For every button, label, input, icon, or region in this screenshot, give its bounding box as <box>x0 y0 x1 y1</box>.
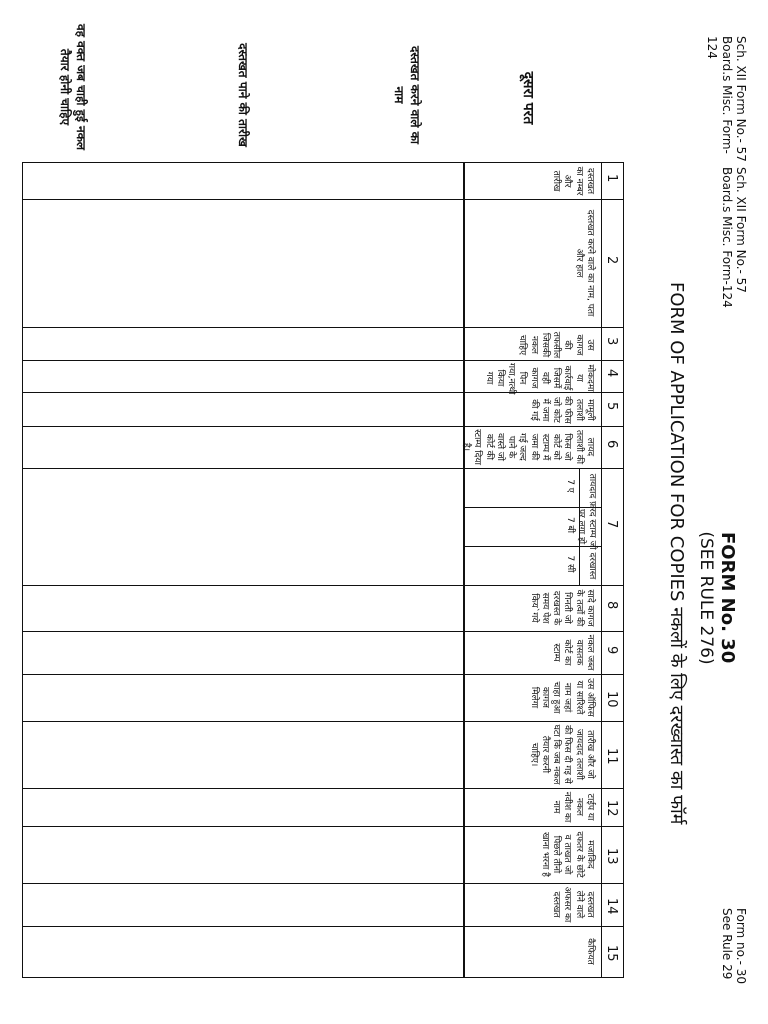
row-number: 2 <box>604 256 619 265</box>
row-label: दस्तखत का नम्बर और तारीख <box>551 166 595 196</box>
board-form-right-cont: 124 <box>705 36 719 59</box>
row-label: टाईप या नकल नवीश का नाम <box>551 791 595 823</box>
row-label: लायद तलाशी की फिस जो कोर्ट को स्टाम्प में जमा की गई जल्द पाने के वास्ते जो कोर्ट की स्टाम्प दिया है। <box>461 429 595 465</box>
form-subtitle: (SEE RULE 276) <box>696 531 716 665</box>
row-separator <box>23 199 623 200</box>
see-rule-bottom: See Rule 29 <box>720 908 734 980</box>
row-label: मामूली तलाशी की फीस जो कोट में जमा की गई <box>528 396 595 424</box>
row-number: 1 <box>604 174 619 183</box>
number-column-divider <box>601 163 602 977</box>
row-label: नकल जब्त वासतक कोर्ट का स्टाम्प <box>551 634 595 671</box>
row-number: 11 <box>604 747 619 765</box>
row-separator <box>23 883 623 884</box>
row-number: 7 <box>604 519 619 528</box>
row-separator <box>23 468 623 469</box>
row-number: 10 <box>604 690 619 708</box>
row-separator <box>23 926 623 927</box>
label-column-divider <box>463 163 465 977</box>
row-label: उस कागज की तफसील जिसकी नकल चाहिए <box>517 331 595 359</box>
row-separator <box>23 327 623 328</box>
row-number: 3 <box>604 336 619 345</box>
row-label: सादे कागज के तत्वों की गिनती जो दरखस्त के समय पेश किय`गये <box>528 589 595 627</box>
row-separator <box>23 631 623 632</box>
board-form-right: Board.s Misc. Form- <box>720 36 734 154</box>
row-number: 15 <box>604 944 619 962</box>
second-side-heading: दूसरा परत <box>520 71 536 125</box>
row-number: 12 <box>604 800 619 817</box>
board-form-inner: Board.s Misc. Form-124 <box>720 167 734 308</box>
copy-ready-time-label: वह वक्त जब चाही हुई नकल तैयार होनी चाहिए <box>58 23 88 151</box>
row-label: दस्तखत लेने वाले अफसर का दस्तखत <box>551 886 595 923</box>
row-separator <box>23 426 623 427</box>
row7-label: तायदाद फ़रद स्टाम्प जो दरखास्त पर लगा हो <box>575 473 597 580</box>
row7-subcolumn-label: 7 सी <box>565 555 575 573</box>
row-separator <box>23 392 623 393</box>
row-separator <box>23 360 623 361</box>
row-separator <box>23 721 623 722</box>
row-separator <box>23 674 623 675</box>
row-number: 5 <box>604 402 619 411</box>
row7-subrow-separator <box>463 507 601 508</box>
signer-name-label: दस्तखत करने वाले का नाम <box>392 45 422 145</box>
row7-subcolumn-label: 7 ए <box>565 479 575 493</box>
row-separator <box>23 826 623 827</box>
form-title: FORM No. 30 <box>717 532 738 664</box>
row7-subrow-separator <box>463 546 601 547</box>
row7-subcolumn-label: 7 बी <box>565 516 575 534</box>
row-number: 4 <box>604 369 619 378</box>
row7-subcolumn-divider <box>579 468 580 585</box>
row-number: 8 <box>604 601 619 610</box>
row-number: 9 <box>604 645 619 654</box>
row-separator <box>23 788 623 789</box>
row-number: 14 <box>604 897 619 915</box>
row-number: 13 <box>604 847 619 865</box>
application-table <box>22 162 624 978</box>
row-label: दस्तखत करने वाले का नाम, पता और हाल <box>573 209 595 317</box>
schedule-code-right: Sch. XII Form No.- 57 <box>734 36 748 162</box>
main-heading: FORM OF APPLICATION FOR COPIES नकलों के लिए दरख्वास्त का फॉर्म <box>666 282 687 825</box>
row-number: 6 <box>604 440 619 449</box>
row-separator <box>23 585 623 586</box>
schedule-code-inner: Sch. XII Form No.- 57 <box>734 167 748 293</box>
row-label: मोकदमा या कार्रवाई जिसमें वही कागज पिन गया,नत्थी किया गया <box>483 363 595 395</box>
row-label: उस ऑफिस या सारिश्ते नाम जहां चाहा हुआ कागज मिलेगा <box>528 678 595 717</box>
row-label: मजाकिद दफतर के छोटे व ताखत जो पिछले तीनो खाना भरना है <box>540 831 595 878</box>
row-label: तारीख और जो जायदाद तलाशी की फिस दी गइ से घटा कि जब नकल तैयार करनी चाहिए। <box>528 724 595 785</box>
row-label: कैफियत <box>585 938 595 965</box>
form-no-bottom: Form no.- 30 <box>734 908 748 985</box>
signature-date-label: दस्तखत पाने की तारीख <box>236 43 250 147</box>
